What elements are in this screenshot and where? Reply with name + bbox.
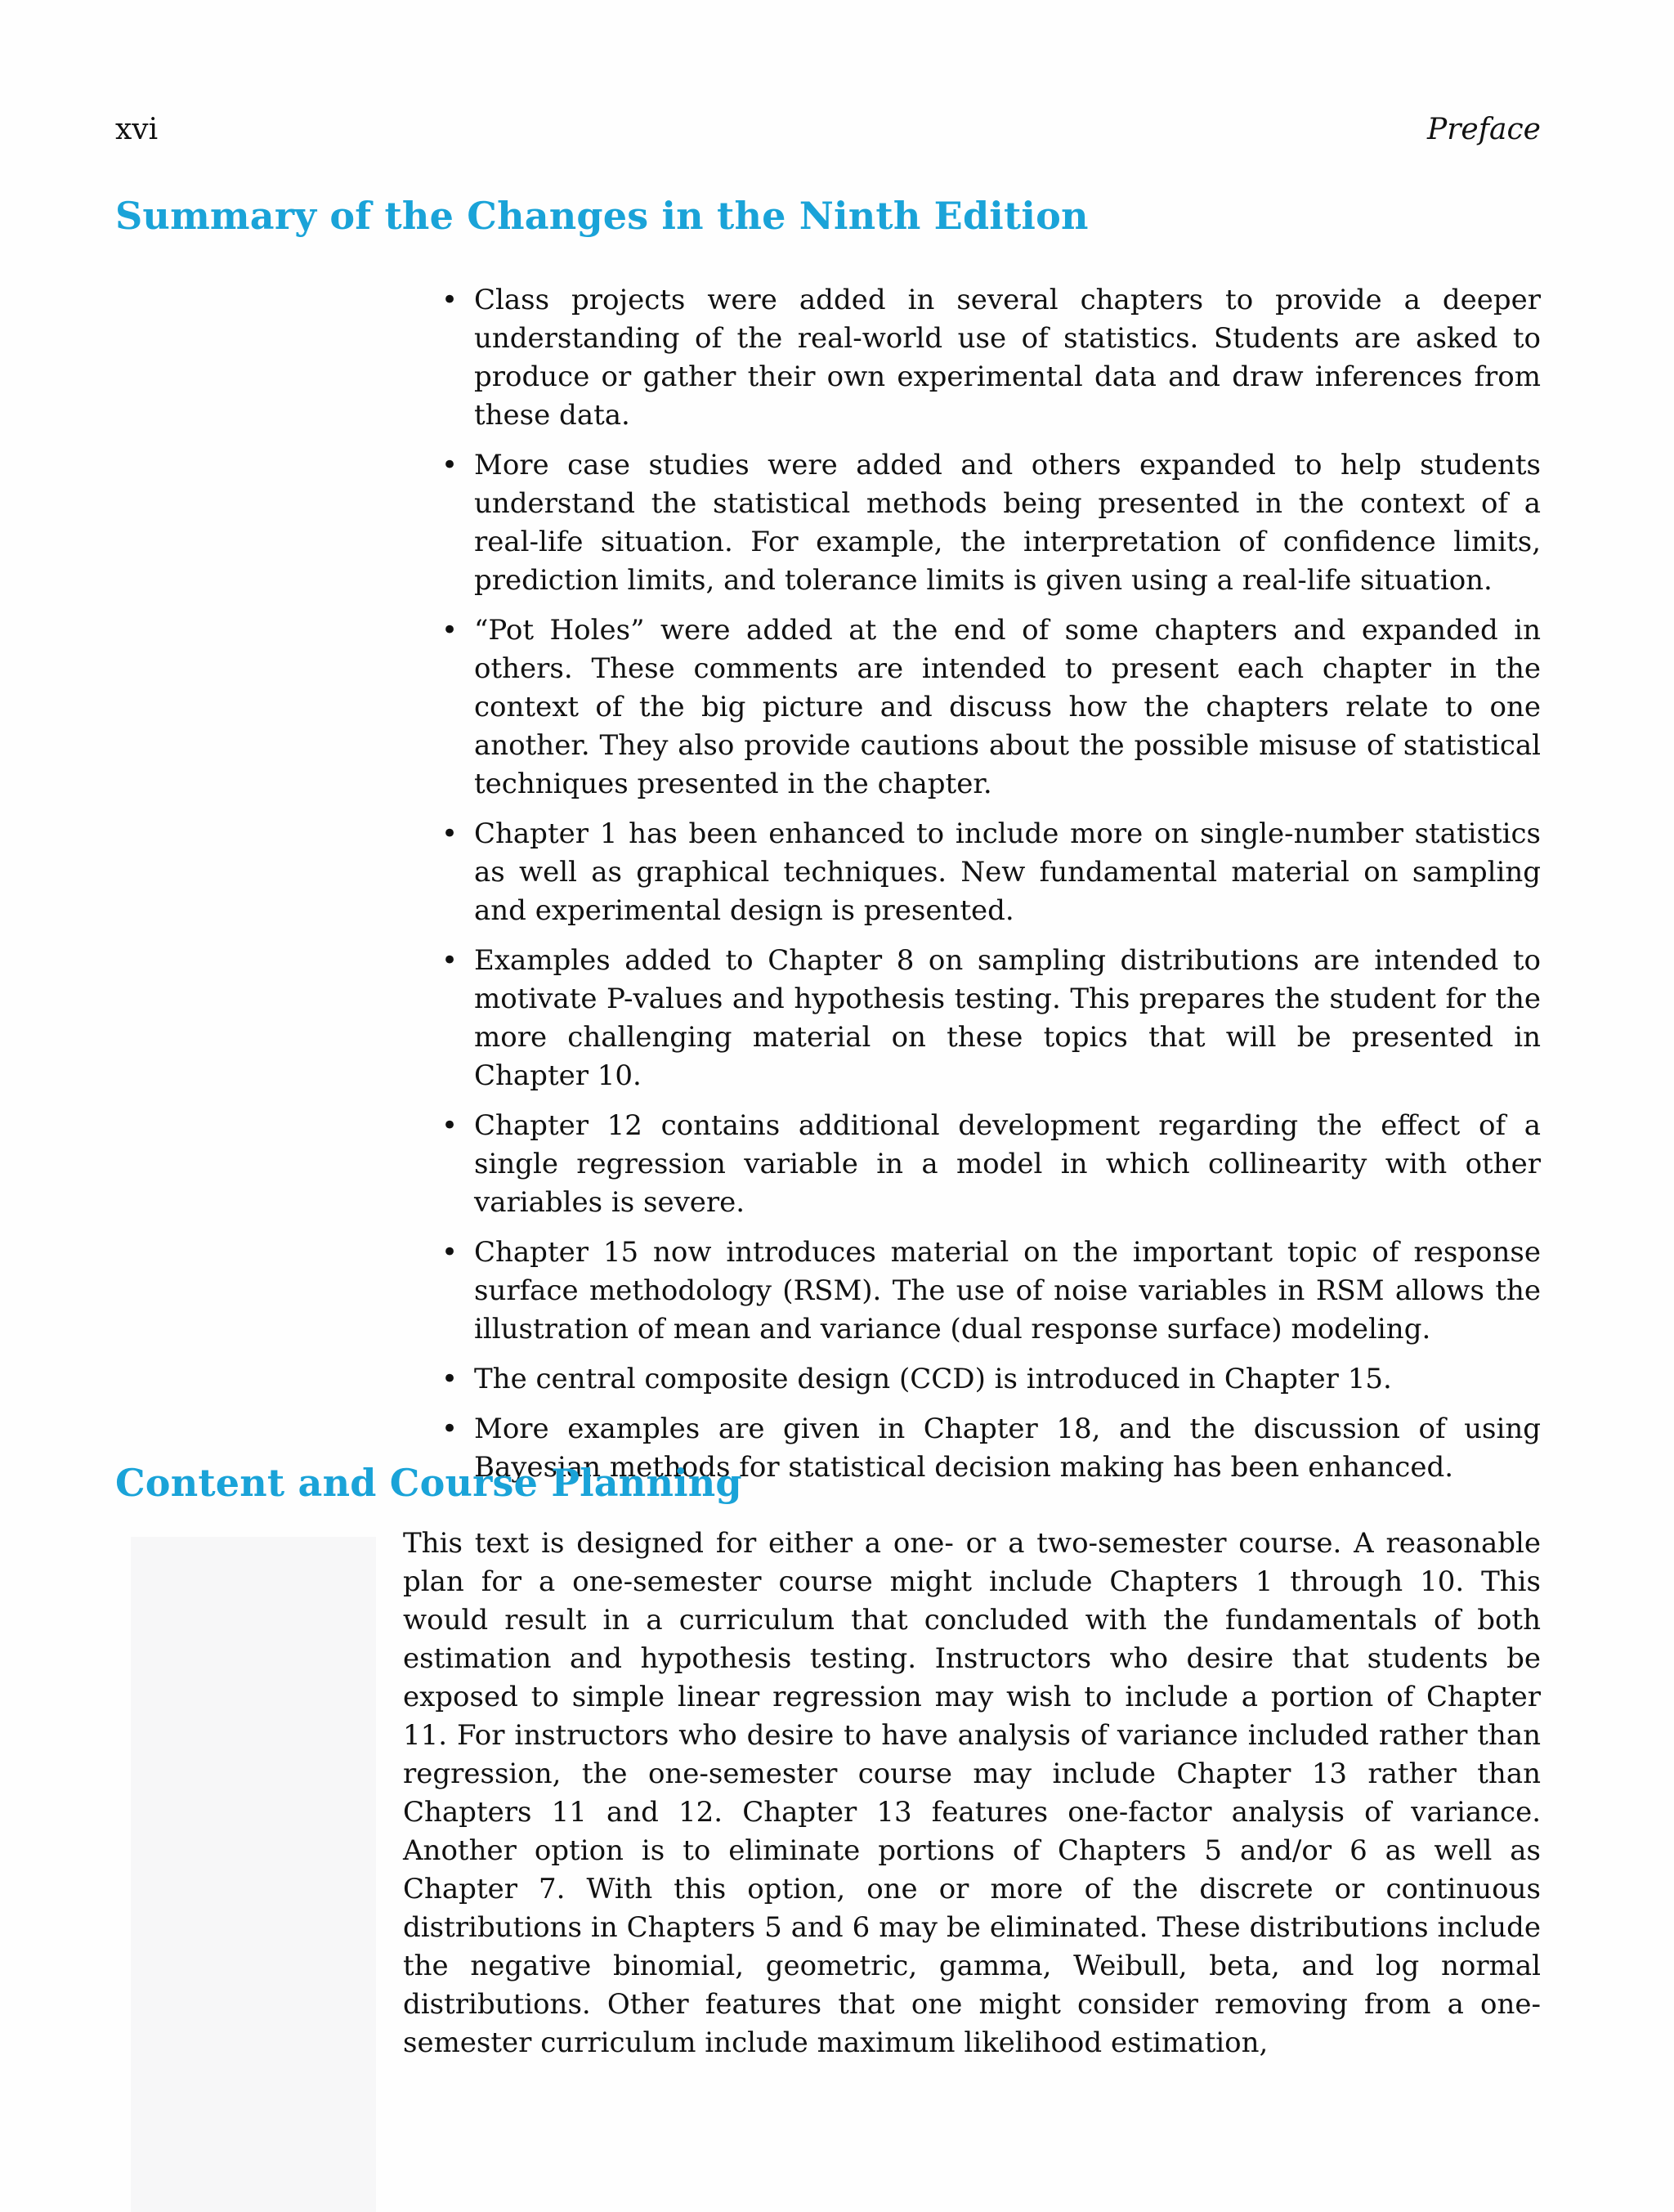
bullet-text: “Pot Holes” were added at the end of some chapters and expanded in others. These comments are intended to present each chapter in the context of the big picture and discuss how the chapters relate to one another. They also provide cautions about the possible misuse of statistical techniques presented in the chapter. <box>474 614 1541 800</box>
planning-paragraph: This text is designed for either a one- or a two-semester course. A reasonable plan for a one-semester course might include Chapters 1 through 10. This would result in a curriculum that concluded with the fundamentals of both estimation and hypothesis testing. Instructors who desire that students be exposed to simple linear regression may wish to include a portion of Chapter 11. For instructors who desire to have analysis of variance included rather than regression, the one-semester course may include Chapter 13 rather than Chapters 11 and 12. Chapter 13 features one-factor analysis of variance. Another option is to eliminate portions of Chapters 5 and/or 6 as well as Chapter 7. With this option, one or more of the discrete or continuous distributions in Chapters 5 and 6 may be eliminated. These distributions include the negative binomial, geometric, gamma, Weibull, beta, and log normal distributions. Other features that one might consider removing from a one-semester curriculum include maximum likelihood estimation, <box>403 1527 1541 2059</box>
bullet-text: Chapter 1 has been enhanced to include more on single-number statistics as well as graphical techniques. New fundamental material on sampling and experimental design is presented. <box>474 817 1541 927</box>
page-number: xvi <box>115 113 159 146</box>
bullet-text: Chapter 12 contains additional development regarding the effect of a single regression variable in a model in which collinearity with other variables is severe. <box>474 1109 1541 1219</box>
bullet-item-chapter-8 <box>441 942 1541 1095</box>
bullet-item-class-projects <box>441 281 1541 435</box>
bullet-icon: • <box>441 944 459 977</box>
bullet-item-ccd <box>441 1360 1541 1399</box>
bullet-item-chapter-15-rsm <box>441 1234 1541 1349</box>
bullet-icon: • <box>441 1109 459 1142</box>
section-heading-summary: Summary of the Changes in the Ninth Edition <box>115 194 1089 238</box>
bullet-text: The central composite design (CCD) is introduced in Chapter 15. <box>474 1363 1392 1395</box>
bullet-icon: • <box>441 817 459 850</box>
page-shading <box>131 1537 376 2212</box>
bullet-text: Chapter 15 now introduces material on the important topic of response surface methodology (RSM). The use of noise variables in RSM allows the illustration of mean and variance (dual response surface) modeling. <box>474 1236 1541 1346</box>
bullet-icon: • <box>441 449 459 481</box>
bullet-item-case-studies <box>441 446 1541 600</box>
bullet-text: Examples added to Chapter 8 on sampling distributions are intended to motivate P-values and hypothesis testing. This prepares the student for the more challenging material on these topics that will be presented in Chapter 10. <box>474 944 1541 1092</box>
bullet-icon: • <box>441 284 459 316</box>
bullet-icon: • <box>441 1236 459 1269</box>
bullet-text: Class projects were added in several chapters to provide a deeper understanding of the real-world use of statistics. Students are asked to produce or gather their own experimental data and draw inferences from these data. <box>474 284 1541 432</box>
bullet-icon: • <box>441 614 459 647</box>
bullet-item-chapter-1 <box>441 815 1541 930</box>
running-head: Preface <box>1427 113 1541 146</box>
bullet-item-pot-holes <box>441 611 1541 804</box>
bullet-text: More case studies were added and others expanded to help students understand the statistical methods being presented in the context of a real-life situation. For example, the interpretation of confidence limits, prediction limits, and tolerance limits is given using a real-life situation. <box>474 449 1541 597</box>
section-heading-planning: Content and Course Planning <box>115 1461 742 1505</box>
bullet-icon: • <box>441 1363 459 1395</box>
bullet-text: More examples are given in Chapter 18, and the discussion of using Bayesian methods for statistical decision making has been enhanced. <box>474 1413 1541 1484</box>
changes-bullet-list <box>441 281 1541 1498</box>
bullet-icon: • <box>441 1413 459 1445</box>
bullet-item-chapter-12 <box>441 1107 1541 1222</box>
